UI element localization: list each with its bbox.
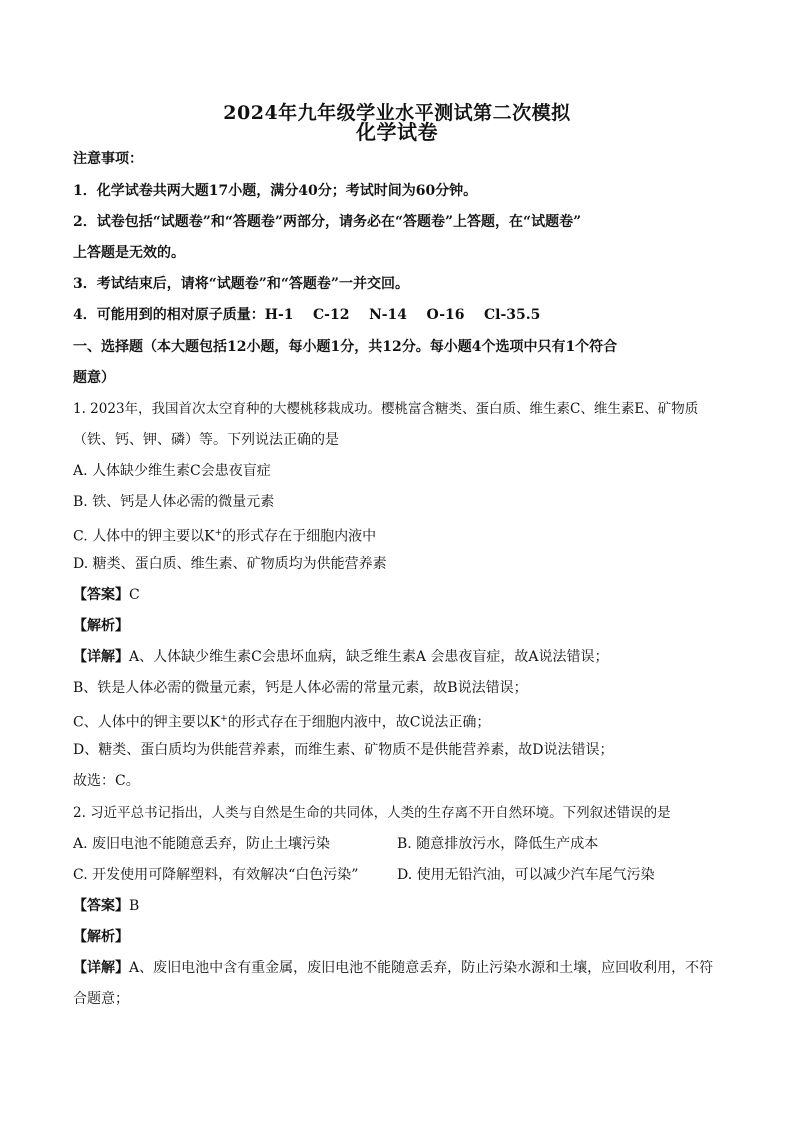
q2-option-a: A. 废旧电池不能随意丢弃，防止土壤污染 — [73, 836, 331, 852]
q1-option-c-pre: C. 人体中的钾主要以K — [73, 528, 215, 545]
q1-answer — [73, 585, 725, 605]
q1-option-c — [73, 523, 725, 547]
q1-option-b: B. 铁、钙是人体必需的微量元素 — [73, 494, 275, 510]
q1-option-a: A. 人体缺少维生素C会患夜盲症 — [73, 463, 271, 479]
section-heading-cont: 题意） — [73, 370, 115, 386]
notice-item-2: 2．试卷包括“试题卷”和“答题卷”两部分，请务必在“答题卷”上答题，在“试题卷” — [73, 214, 582, 230]
q2-option-c: C. 开发使用可降解塑料，有效解决“白色污染” — [73, 867, 359, 883]
q2-options-row-2 — [73, 865, 725, 885]
q1-option-d: D. 糖类、蛋白质、维生素、矿物质均为供能营养素 — [73, 556, 387, 572]
q2-options-row-1 — [73, 834, 725, 854]
q2-detail-a-cont: 合题意； — [73, 991, 129, 1007]
potassium-ion-charge: + — [220, 714, 228, 724]
detail-tag: 【详解】 — [73, 649, 129, 665]
q1-detail-a-text: A、人体缺少维生素C会患坏血病，缺乏维生素A 会患夜盲症，故A说法错误； — [129, 649, 609, 665]
q1-detail-b: B、铁是人体必需的微量元素，钙是人体必需的常量元素，故B说法错误； — [73, 680, 528, 696]
q2-answer — [73, 896, 725, 916]
q1-detail-c-pre: C、人体中的钾主要以K — [73, 714, 221, 731]
q1-answer-value: C — [129, 587, 140, 603]
q1-detail-a — [73, 647, 725, 667]
q1-detail-d: D、糖类、蛋白质均为供能营养素，而维生素、矿物质不是供能营养素，故D说法错误； — [73, 742, 614, 758]
q1-conclusion: 故选：C。 — [73, 773, 140, 789]
q2-detail-a-text: A、废旧电池中含有重金属，废旧电池不能随意丢弃，防止污染水源和土壤，应回收利用，不符 — [129, 960, 714, 976]
notice-item-1: 1．化学试卷共两大题17小题，满分40分；考试时间为60分钟。 — [73, 183, 478, 199]
q2-answer-value: B — [129, 898, 140, 914]
q2-analysis-tag: 【解析】 — [73, 929, 129, 945]
q1-stem: 1. 2023年，我国首次太空育种的大樱桃移栽成功。樱桃富含糖类、蛋白质、维生素C、维生素E、矿物质 — [73, 401, 699, 417]
q1-detail-c — [73, 709, 725, 733]
exam-title: 2024年九年级学业水平测试第二次模拟 — [223, 102, 571, 124]
q2-detail-a — [73, 958, 725, 978]
exam-subtitle: 化学试卷 — [356, 120, 438, 144]
notice-item-4: 4．可能用到的相对原子质量：H-1 C-12 N-14 O-16 Cl-35.5 — [73, 307, 541, 323]
q2-option-d: D. 使用无铅汽油，可以减少汽车尾气污染 — [397, 867, 655, 883]
q2-stem: 2. 习近平总书记指出，人类与自然是生命的共同体，人类的生存离不开自然环境。下列叙述错误的是 — [73, 805, 671, 821]
detail-tag: 【详解】 — [73, 960, 129, 976]
answer-tag: 【答案】 — [73, 898, 129, 914]
q1-detail-c-post: 的形式存在于细胞内液中，故C说法正确； — [227, 714, 491, 731]
potassium-ion-charge: + — [214, 528, 223, 538]
q1-analysis-tag: 【解析】 — [73, 618, 129, 634]
q2-option-b: B. 随意排放污水，降低生产成本 — [397, 836, 599, 852]
q1-stem-cont: （铁、钙、钾、磷）等。下列说法正确的是 — [73, 432, 339, 448]
answer-tag: 【答案】 — [73, 587, 129, 603]
section-heading: 一、选择题（本大题包括12小题，每小题1分，共12分。每小题4个选项中只有1个符合 — [73, 339, 618, 355]
q1-option-c-post: 的形式存在于细胞内液中 — [222, 528, 377, 545]
notice-heading: 注意事项： — [73, 151, 143, 167]
notice-item-3: 3．考试结束后，请将“试题卷”和“答题卷”一并交回。 — [73, 276, 409, 292]
notice-item-2-cont: 上答题是无效的。 — [73, 245, 185, 261]
